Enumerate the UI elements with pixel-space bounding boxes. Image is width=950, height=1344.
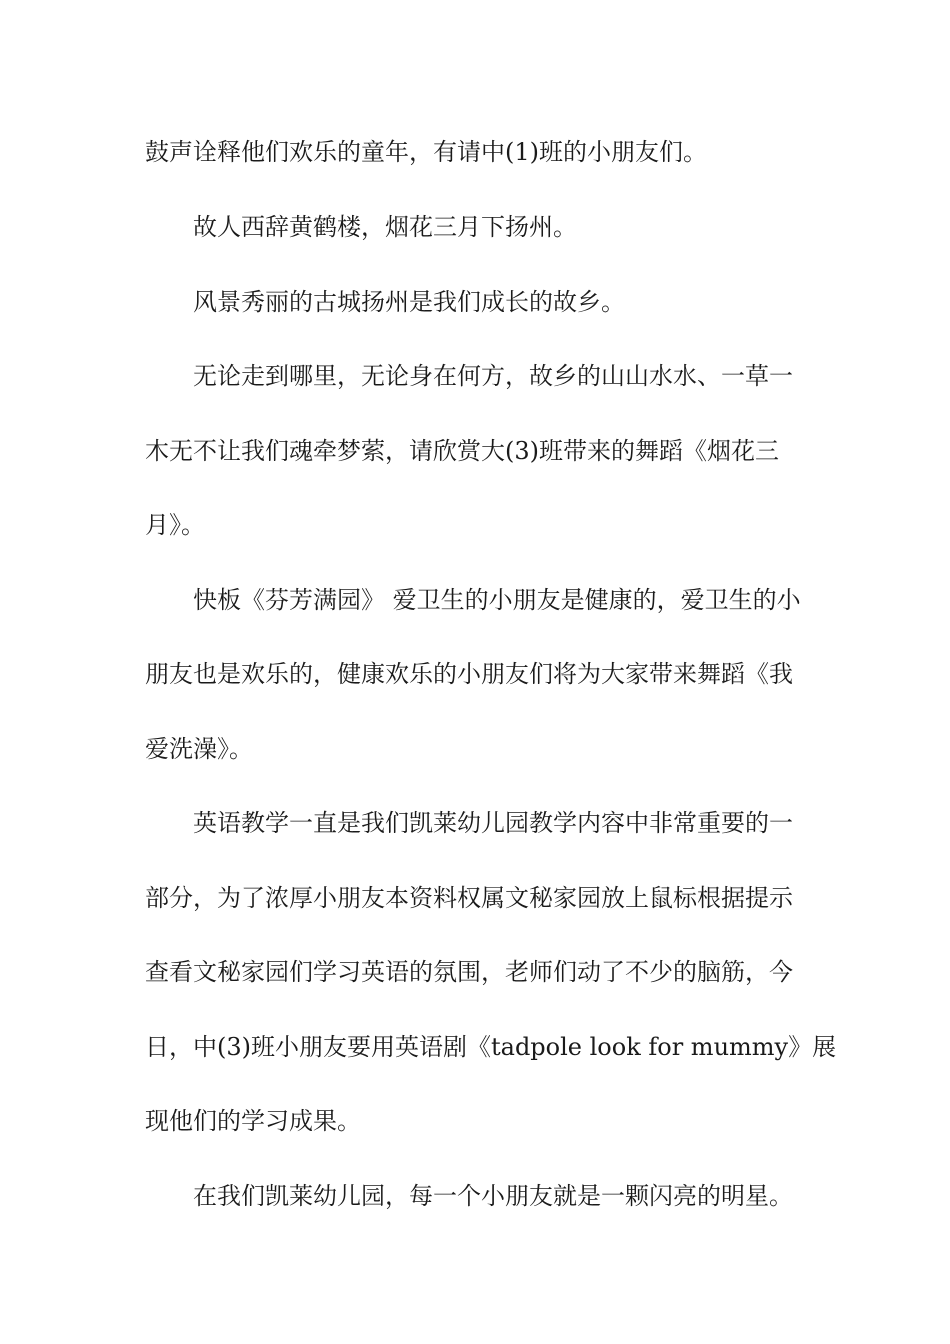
paragraph-line: 查看文秘家园们学习英语的氛围，老师们动了不少的脑筋，今: [145, 958, 793, 986]
paragraph-line: 部分，为了浓厚小朋友本资料权属文秘家园放上鼠标根据提示: [145, 884, 793, 912]
paragraph-line: 在我们凯莱幼儿园，每一个小朋友就是一颗闪亮的明星。: [193, 1182, 793, 1210]
paragraph-line: 故人西辞黄鹤楼，烟花三月下扬州。: [193, 213, 577, 241]
paragraph-line: 月》。: [145, 511, 205, 539]
paragraph-line: 木无不让我们魂牵梦萦，请欣赏大(3)班带来的舞蹈《烟花三: [145, 437, 779, 465]
paragraph-line: 现他们的学习成果。: [145, 1107, 361, 1135]
paragraph-line: 快板《芬芳满园》 爱卫生的小朋友是健康的，爱卫生的小: [193, 586, 801, 614]
paragraph-line: 鼓声诠释他们欢乐的童年，有请中(1)班的小朋友们。: [145, 138, 707, 166]
paragraph-line: 英语教学一直是我们凯莱幼儿园教学内容中非常重要的一: [193, 809, 793, 837]
paragraph-line: 爱洗澡》。: [145, 735, 253, 763]
paragraph-line: 日，中(3)班小朋友要用英语剧《tadpole look for mummy》展: [145, 1033, 837, 1061]
paragraph-line: 无论走到哪里，无论身在何方，故乡的山山水水、一草一: [193, 362, 793, 390]
paragraph-line: 朋友也是欢乐的，健康欢乐的小朋友们将为大家带来舞蹈《我: [145, 660, 793, 688]
paragraph-line: 风景秀丽的古城扬州是我们成长的故乡。: [193, 288, 625, 316]
